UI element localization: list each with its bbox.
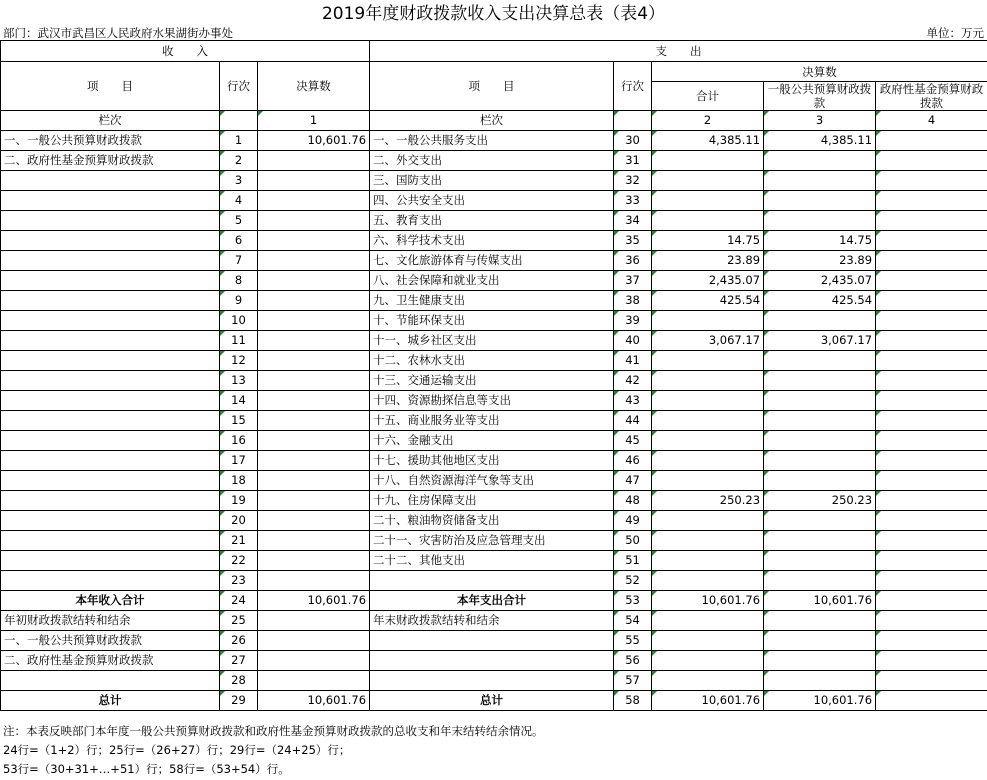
income-item-cell <box>1 451 220 471</box>
expense-item-cell: 九、卫生健康支出 <box>370 291 614 311</box>
income-item-cell: 一、一般公共预算财政拨款 <box>1 131 220 151</box>
income-item-cell <box>1 511 220 531</box>
expense-general-cell: 14.75 <box>764 231 876 251</box>
expense-total-cell <box>652 211 764 231</box>
income-line-cell: 10 <box>220 311 258 331</box>
expense-total-cell: 10,601.76 <box>652 591 764 611</box>
income-line-cell: 29 <box>220 691 258 711</box>
table-row <box>1 411 987 431</box>
expense-gov-fund-cell <box>876 611 987 631</box>
expense-gov-fund-cell <box>876 671 987 691</box>
expense-total-cell: 14.75 <box>652 231 764 251</box>
income-item-header: 项 目 <box>1 62 220 111</box>
income-line-cell: 20 <box>220 511 258 531</box>
income-value-cell <box>258 571 370 591</box>
expense-line-cell: 42 <box>614 371 652 391</box>
expense-gov-fund-cell <box>876 651 987 671</box>
income-line-cell: 7 <box>220 251 258 271</box>
table-row <box>1 291 987 311</box>
income-value-cell <box>258 611 370 631</box>
expense-line-cell: 46 <box>614 451 652 471</box>
expense-total-cell <box>652 191 764 211</box>
expense-line-cell: 41 <box>614 351 652 371</box>
expense-line-cell: 32 <box>614 171 652 191</box>
expense-general-cell: 425.54 <box>764 291 876 311</box>
expense-line-cell: 52 <box>614 571 652 591</box>
unit-label: 单位：万元 <box>926 26 984 40</box>
expense-item-cell: 十六、金融支出 <box>370 431 614 451</box>
expense-total-cell <box>652 571 764 591</box>
expense-line-cell: 37 <box>614 271 652 291</box>
income-item-cell <box>1 171 220 191</box>
income-line-cell: 1 <box>220 131 258 151</box>
expense-gov-fund-cell <box>876 351 987 371</box>
income-value-cell <box>258 191 370 211</box>
income-line-cell: 28 <box>220 671 258 691</box>
income-value-cell <box>258 151 370 171</box>
expense-line-cell: 43 <box>614 391 652 411</box>
income-line-cell: 6 <box>220 231 258 251</box>
expense-item-cell: 十二、农林水支出 <box>370 351 614 371</box>
expense-line-cell: 35 <box>614 231 652 251</box>
budget-table <box>0 40 987 711</box>
income-item-cell <box>1 211 220 231</box>
expense-total-cell <box>652 671 764 691</box>
expense-gov-fund-cell <box>876 551 987 571</box>
income-item-cell <box>1 271 220 291</box>
income-line-cell: 26 <box>220 631 258 651</box>
expense-gov-fund-cell <box>876 491 987 511</box>
income-item-cell: 二、政府性基金预算财政拨款 <box>1 151 220 171</box>
income-line-cell: 13 <box>220 371 258 391</box>
expense-total-cell <box>652 551 764 571</box>
expense-general-cell <box>764 631 876 651</box>
col-number-total: 2 <box>652 111 764 131</box>
gov-fund-header: 政府性基金预算财政拨款 <box>876 82 987 111</box>
expense-line-cell: 39 <box>614 311 652 331</box>
expense-line-cell: 54 <box>614 611 652 631</box>
income-header: 收 入 <box>1 41 370 62</box>
expense-item-cell <box>370 651 614 671</box>
expense-line-cell: 53 <box>614 591 652 611</box>
expense-gov-fund-cell <box>876 531 987 551</box>
expense-item-cell: 五、教育支出 <box>370 211 614 231</box>
expense-item-cell: 十五、商业服务业等支出 <box>370 411 614 431</box>
expense-total-cell <box>652 371 764 391</box>
expense-gov-fund-cell <box>876 271 987 291</box>
income-value-cell <box>258 411 370 431</box>
income-value-cell: 10,601.76 <box>258 131 370 151</box>
income-line-cell: 23 <box>220 571 258 591</box>
expense-general-cell <box>764 211 876 231</box>
table-row <box>1 131 987 151</box>
income-line-cell: 14 <box>220 391 258 411</box>
expense-line-header: 行次 <box>614 62 652 111</box>
expense-total-cell <box>652 451 764 471</box>
income-budget-header: 决算数 <box>258 62 370 111</box>
expense-general-cell <box>764 571 876 591</box>
expense-line-cell: 55 <box>614 631 652 651</box>
income-item-cell <box>1 191 220 211</box>
table-row <box>1 451 987 471</box>
expense-total-cell <box>652 511 764 531</box>
table-row <box>1 471 987 491</box>
income-col-row-label: 栏次 <box>1 111 220 131</box>
expense-item-cell: 三、国防支出 <box>370 171 614 191</box>
expense-line-cell: 30 <box>614 131 652 151</box>
income-item-cell <box>1 471 220 491</box>
income-item-cell <box>1 291 220 311</box>
expense-total-cell <box>652 651 764 671</box>
expense-item-cell <box>370 631 614 651</box>
expense-total-cell <box>652 471 764 491</box>
expense-item-cell: 十七、援助其他地区支出 <box>370 451 614 471</box>
income-line-cell: 19 <box>220 491 258 511</box>
table-row <box>1 371 987 391</box>
expense-line-cell: 44 <box>614 411 652 431</box>
expense-general-cell <box>764 371 876 391</box>
expense-general-cell <box>764 391 876 411</box>
income-line-cell: 16 <box>220 431 258 451</box>
expense-item-cell: 一、一般公共服务支出 <box>370 131 614 151</box>
expense-item-cell: 六、科学技术支出 <box>370 231 614 251</box>
income-value-cell <box>258 271 370 291</box>
table-row <box>1 251 987 271</box>
expense-gov-fund-cell <box>876 511 987 531</box>
income-value-cell: 10,601.76 <box>258 591 370 611</box>
expense-item-cell: 十四、资源勘探信息等支出 <box>370 391 614 411</box>
income-item-cell <box>1 251 220 271</box>
income-item-cell <box>1 411 220 431</box>
expense-item-cell: 八、社会保障和就业支出 <box>370 271 614 291</box>
expense-col-line-cell <box>614 111 652 131</box>
table-row <box>1 191 987 211</box>
expense-line-cell: 40 <box>614 331 652 351</box>
expense-general-cell: 250.23 <box>764 491 876 511</box>
income-item-cell: 总计 <box>1 691 220 711</box>
expense-total-cell <box>652 611 764 631</box>
expense-gov-fund-cell <box>876 231 987 251</box>
expense-item-cell: 本年支出合计 <box>370 591 614 611</box>
expense-general-cell <box>764 451 876 471</box>
expense-line-cell: 56 <box>614 651 652 671</box>
income-value-cell <box>258 391 370 411</box>
income-value-cell <box>258 371 370 391</box>
expense-item-cell: 年末财政拨款结转和结余 <box>370 611 614 631</box>
table-row <box>1 671 987 691</box>
income-value-cell <box>258 351 370 371</box>
income-line-cell: 11 <box>220 331 258 351</box>
income-line-cell: 12 <box>220 351 258 371</box>
footnotes <box>3 722 544 779</box>
table-row <box>1 491 987 511</box>
income-value-cell <box>258 171 370 191</box>
income-line-cell: 4 <box>220 191 258 211</box>
income-line-cell: 27 <box>220 651 258 671</box>
expense-general-cell <box>764 611 876 631</box>
expense-gov-fund-cell <box>876 251 987 271</box>
income-line-cell: 2 <box>220 151 258 171</box>
income-item-cell: 二、政府性基金预算财政拨款 <box>1 651 220 671</box>
income-col-line-cell <box>220 111 258 131</box>
income-value-cell <box>258 491 370 511</box>
expense-line-cell: 48 <box>614 491 652 511</box>
expense-item-cell: 二、外交支出 <box>370 151 614 171</box>
income-item-cell <box>1 371 220 391</box>
expense-line-cell: 49 <box>614 511 652 531</box>
income-item-cell <box>1 231 220 251</box>
expense-gov-fund-cell <box>876 331 987 351</box>
table-row <box>1 631 987 651</box>
expense-item-cell: 十、节能环保支出 <box>370 311 614 331</box>
expense-general-cell <box>764 471 876 491</box>
income-line-cell: 9 <box>220 291 258 311</box>
expense-general-cell: 23.89 <box>764 251 876 271</box>
expense-line-cell: 33 <box>614 191 652 211</box>
expense-general-cell <box>764 551 876 571</box>
expense-gov-fund-cell <box>876 131 987 151</box>
income-item-cell <box>1 431 220 451</box>
table-row <box>1 611 987 631</box>
income-line-cell: 17 <box>220 451 258 471</box>
income-line-cell: 5 <box>220 211 258 231</box>
expense-item-cell <box>370 671 614 691</box>
expense-item-cell: 总计 <box>370 691 614 711</box>
income-value-cell <box>258 291 370 311</box>
expense-line-cell: 57 <box>614 671 652 691</box>
expense-gov-fund-cell <box>876 451 987 471</box>
table-row <box>1 231 987 251</box>
table-row <box>1 571 987 591</box>
expense-line-cell: 51 <box>614 551 652 571</box>
expense-total-cell <box>652 351 764 371</box>
expense-item-header: 项 目 <box>370 62 614 111</box>
budget-group-header: 决算数 <box>652 62 987 82</box>
expense-item-cell: 十九、住房保障支出 <box>370 491 614 511</box>
income-line-header: 行次 <box>220 62 258 111</box>
expense-line-cell: 47 <box>614 471 652 491</box>
expense-gov-fund-cell <box>876 431 987 451</box>
expense-gov-fund-cell <box>876 171 987 191</box>
expense-gov-fund-cell <box>876 571 987 591</box>
income-item-cell <box>1 571 220 591</box>
income-value-cell <box>258 231 370 251</box>
income-item-cell <box>1 671 220 691</box>
expense-item-cell: 十三、交通运输支出 <box>370 371 614 391</box>
table-row <box>1 551 987 571</box>
income-value-cell <box>258 531 370 551</box>
expense-item-cell <box>370 571 614 591</box>
table-row <box>1 331 987 351</box>
expense-general-cell: 10,601.76 <box>764 691 876 711</box>
expense-general-cell <box>764 171 876 191</box>
col-number-gov-fund: 4 <box>876 111 987 131</box>
income-line-cell: 25 <box>220 611 258 631</box>
expense-gov-fund-cell <box>876 191 987 211</box>
col-number-general: 3 <box>764 111 876 131</box>
footnote-line: 53行=（30+31+…+51）行；58行=（53+54）行。 <box>3 762 290 776</box>
income-item-cell <box>1 531 220 551</box>
expense-general-cell: 10,601.76 <box>764 591 876 611</box>
income-item-cell <box>1 491 220 511</box>
expense-total-cell <box>652 431 764 451</box>
footnote-line: 注：本表反映部门本年度一般公共预算财政拨款和政府性基金预算财政拨款的总收支和年末结转结余情况。 <box>3 724 544 738</box>
expense-gov-fund-cell <box>876 211 987 231</box>
expense-line-cell: 50 <box>614 531 652 551</box>
expense-general-cell <box>764 531 876 551</box>
footnote-line: 24行=（1+2）行；25行=（26+27）行；29行=（24+25）行； <box>3 743 351 757</box>
table-row <box>1 311 987 331</box>
income-line-cell: 24 <box>220 591 258 611</box>
expense-general-cell <box>764 651 876 671</box>
expense-total-cell <box>652 171 764 191</box>
table-row <box>1 351 987 371</box>
income-value-cell <box>258 251 370 271</box>
expense-line-cell: 38 <box>614 291 652 311</box>
expense-line-cell: 34 <box>614 211 652 231</box>
expense-total-cell <box>652 311 764 331</box>
expense-gov-fund-cell <box>876 691 987 711</box>
expense-gov-fund-cell <box>876 151 987 171</box>
table-row <box>1 151 987 171</box>
income-line-cell: 18 <box>220 471 258 491</box>
income-item-cell <box>1 331 220 351</box>
expense-item-cell: 二十、粮油物资储备支出 <box>370 511 614 531</box>
expense-total-cell <box>652 391 764 411</box>
expense-general-cell <box>764 351 876 371</box>
income-item-cell <box>1 391 220 411</box>
table-row <box>1 431 987 451</box>
income-value-cell <box>258 431 370 451</box>
expense-general-cell <box>764 151 876 171</box>
income-item-cell <box>1 351 220 371</box>
income-value-cell <box>258 311 370 331</box>
income-item-cell <box>1 311 220 331</box>
expense-general-cell <box>764 431 876 451</box>
expense-total-cell: 3,067.17 <box>652 331 764 351</box>
expense-general-cell <box>764 191 876 211</box>
table-row <box>1 651 987 671</box>
income-line-cell: 15 <box>220 411 258 431</box>
income-item-cell <box>1 551 220 571</box>
table-row <box>1 531 987 551</box>
expense-gov-fund-cell <box>876 371 987 391</box>
income-item-cell: 年初财政拨款结转和结余 <box>1 611 220 631</box>
expense-total-cell: 4,385.11 <box>652 131 764 151</box>
expense-general-cell: 2,435.07 <box>764 271 876 291</box>
income-item-cell: 一、一般公共预算财政拨款 <box>1 631 220 651</box>
expense-gov-fund-cell <box>876 471 987 491</box>
total-header: 合计 <box>652 82 764 111</box>
department-label: 部门：武汉市武昌区人民政府水果湖街办事处 <box>3 26 233 40</box>
expense-item-cell: 四、公共安全支出 <box>370 191 614 211</box>
income-value-cell <box>258 551 370 571</box>
expense-general-cell: 3,067.17 <box>764 331 876 351</box>
expense-general-cell <box>764 671 876 691</box>
income-value-cell <box>258 511 370 531</box>
expense-total-cell <box>652 631 764 651</box>
expense-line-cell: 31 <box>614 151 652 171</box>
income-line-cell: 8 <box>220 271 258 291</box>
expense-general-cell: 4,385.11 <box>764 131 876 151</box>
expense-general-cell <box>764 411 876 431</box>
expense-item-cell: 十八、自然资源海洋气象等支出 <box>370 471 614 491</box>
expense-gov-fund-cell <box>876 391 987 411</box>
income-value-cell <box>258 671 370 691</box>
expense-col-row-label: 栏次 <box>370 111 614 131</box>
expense-line-cell: 36 <box>614 251 652 271</box>
expense-header: 支 出 <box>370 41 987 62</box>
expense-total-cell <box>652 151 764 171</box>
expense-total-cell: 23.89 <box>652 251 764 271</box>
expense-gov-fund-cell <box>876 311 987 331</box>
expense-total-cell <box>652 411 764 431</box>
expense-total-cell <box>652 531 764 551</box>
table-row <box>1 171 987 191</box>
income-value-cell <box>258 471 370 491</box>
income-line-cell: 3 <box>220 171 258 191</box>
income-value-cell <box>258 451 370 471</box>
income-value-cell <box>258 651 370 671</box>
income-value-cell <box>258 211 370 231</box>
expense-general-cell <box>764 511 876 531</box>
income-value-cell <box>258 631 370 651</box>
expense-gov-fund-cell <box>876 631 987 651</box>
expense-total-cell: 250.23 <box>652 491 764 511</box>
expense-gov-fund-cell <box>876 411 987 431</box>
expense-total-cell: 10,601.76 <box>652 691 764 711</box>
expense-general-cell <box>764 311 876 331</box>
general-budget-header: 一般公共预算财政拨款 <box>764 82 876 111</box>
income-line-cell: 22 <box>220 551 258 571</box>
table-row <box>1 591 987 611</box>
report-title: 2019年度财政拨款收入支出决算总表（表4） <box>321 4 666 24</box>
table-row <box>1 271 987 291</box>
table-row <box>1 691 987 711</box>
expense-item-cell: 二十一、灾害防治及应急管理支出 <box>370 531 614 551</box>
expense-total-cell: 425.54 <box>652 291 764 311</box>
expense-gov-fund-cell <box>876 591 987 611</box>
income-item-cell: 本年收入合计 <box>1 591 220 611</box>
expense-item-cell: 十一、城乡社区支出 <box>370 331 614 351</box>
expense-total-cell: 2,435.07 <box>652 271 764 291</box>
table-row <box>1 391 987 411</box>
income-line-cell: 21 <box>220 531 258 551</box>
expense-gov-fund-cell <box>876 291 987 311</box>
income-col-number: 1 <box>258 111 370 131</box>
income-value-cell <box>258 331 370 351</box>
expense-item-cell: 七、文化旅游体育与传媒支出 <box>370 251 614 271</box>
table-row <box>1 211 987 231</box>
expense-line-cell: 45 <box>614 431 652 451</box>
income-value-cell: 10,601.76 <box>258 691 370 711</box>
table-row <box>1 511 987 531</box>
expense-line-cell: 58 <box>614 691 652 711</box>
expense-item-cell: 二十二、其他支出 <box>370 551 614 571</box>
